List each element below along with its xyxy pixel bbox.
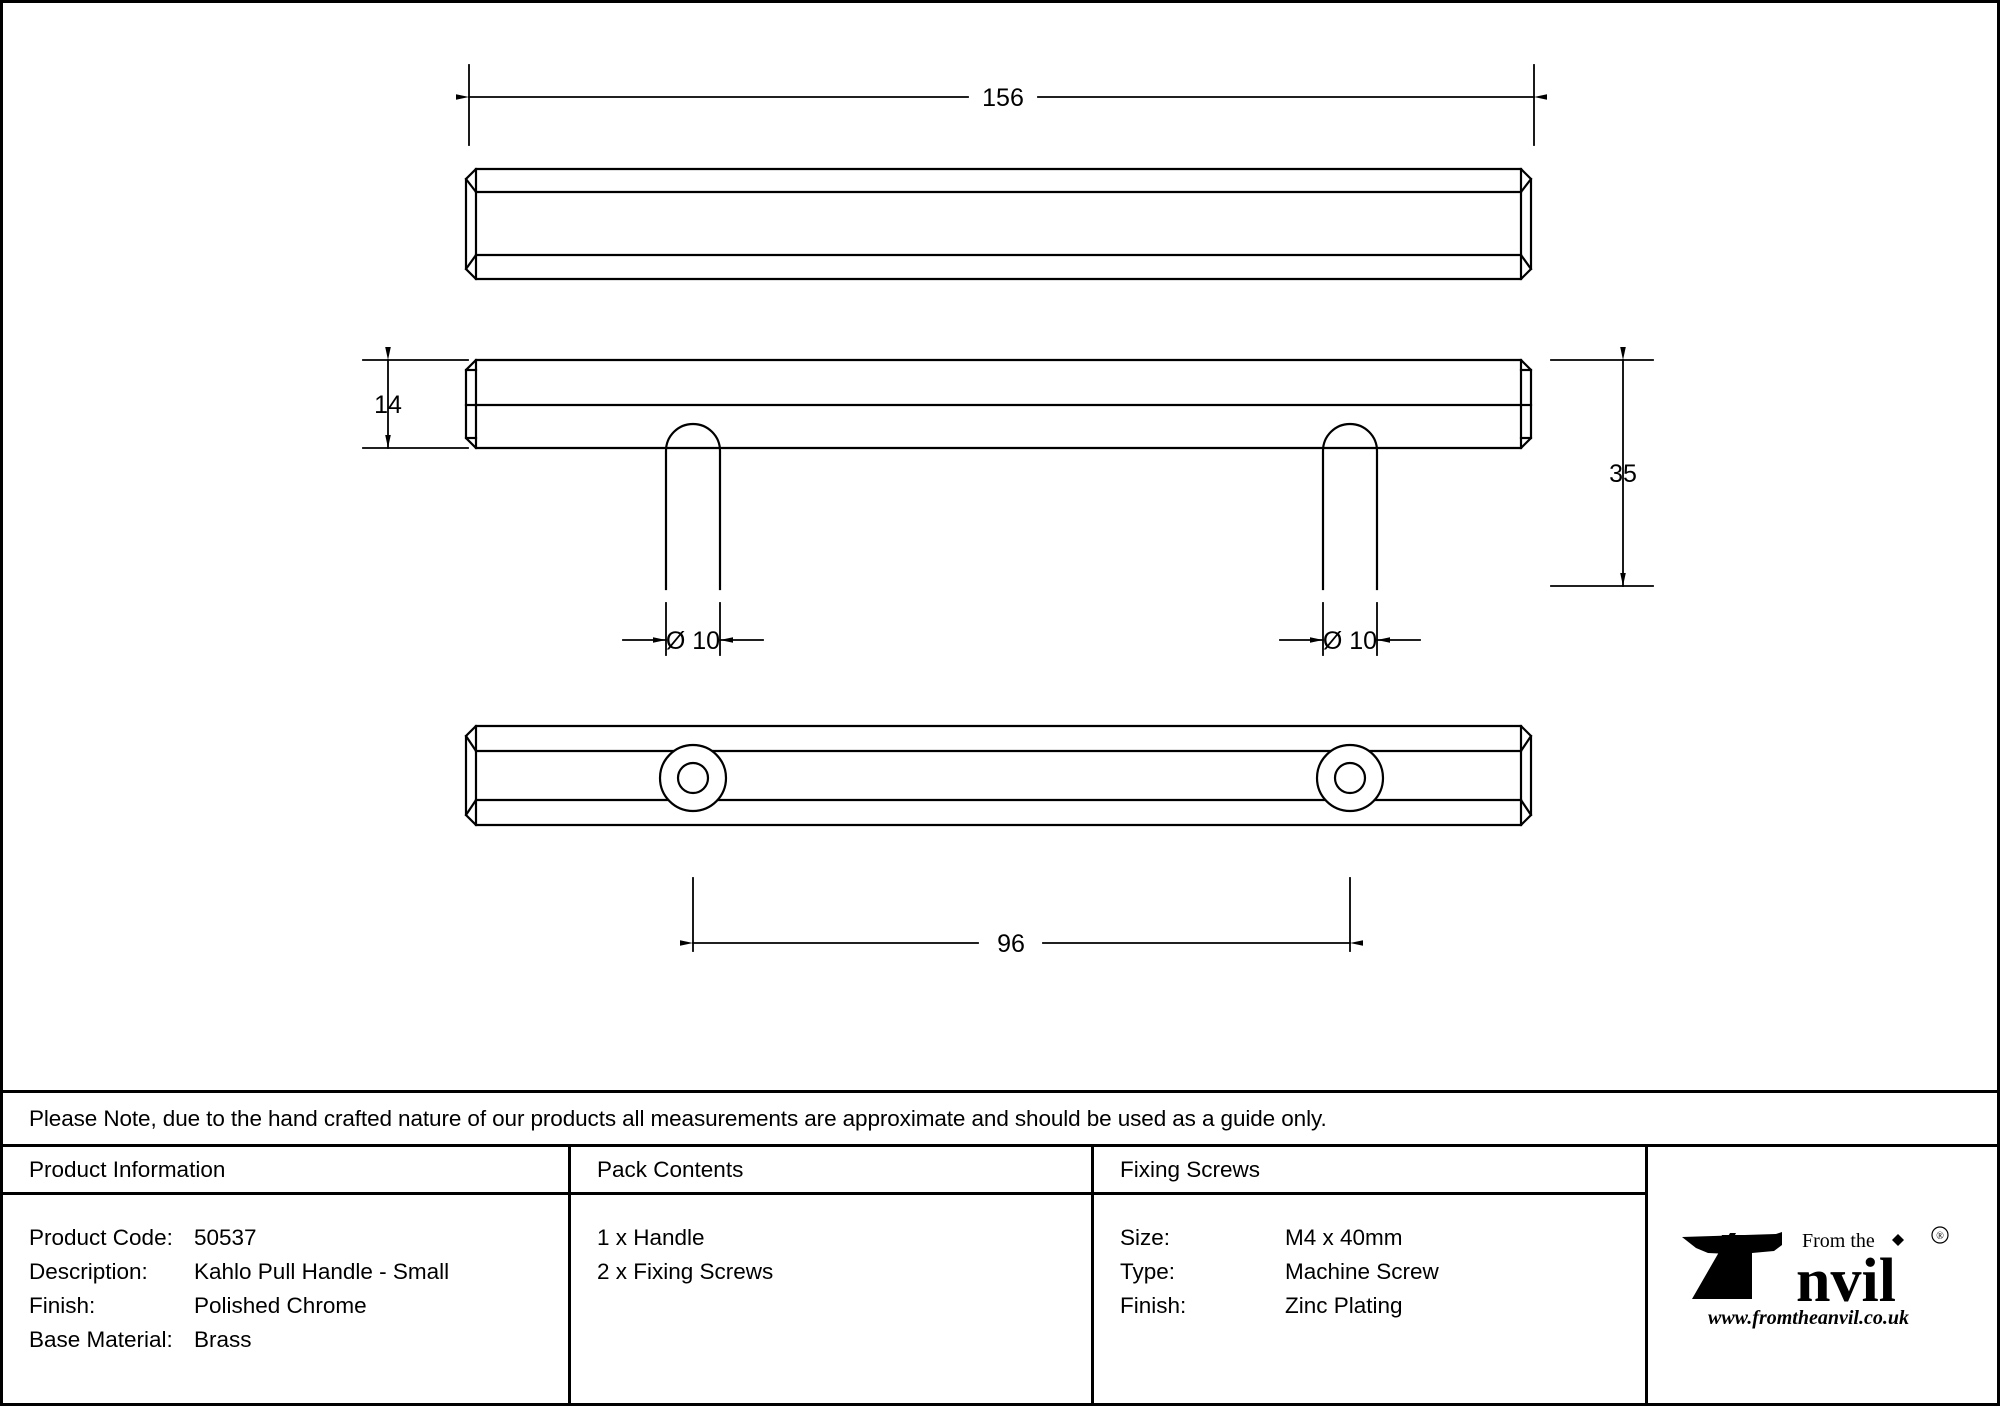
note-row [3, 1093, 1997, 1147]
product-information-body [3, 1195, 568, 1403]
description-label: Description: [29, 1259, 148, 1284]
screw-finish-value: Zinc Plating [1285, 1293, 1403, 1318]
dimension-label-post-diameter-left: Ø 10 [665, 627, 721, 655]
product-code-row [29, 1221, 568, 1255]
screw-type-value: Machine Screw [1285, 1259, 1439, 1284]
description-row [29, 1255, 568, 1289]
product-code-value: 50537 [194, 1225, 257, 1250]
fixing-screws-column [1094, 1147, 1648, 1403]
pack-contents-body [571, 1195, 1091, 1403]
product-information-header: Product Information [3, 1147, 568, 1195]
dimension-label-overall-length: 156 [982, 84, 1024, 112]
dimension-label-centres: 96 [997, 930, 1025, 958]
screw-size-value: M4 x 40mm [1285, 1225, 1403, 1250]
product-code-label: Product Code: [29, 1225, 173, 1250]
logo-website: www.fromtheanvil.co.uk [1707, 1307, 1909, 1329]
information-block [3, 1090, 1997, 1403]
drawing-area [3, 3, 1997, 1093]
fixing-hole-right [1317, 745, 1383, 811]
fixing-screws-header: Fixing Screws [1094, 1147, 1645, 1195]
diamond-icon [1892, 1234, 1904, 1246]
brand-logo [1678, 1221, 1968, 1329]
info-columns [3, 1147, 1997, 1403]
technical-drawing [3, 3, 1997, 1093]
product-information-column [3, 1147, 571, 1403]
description-value: Kahlo Pull Handle - Small [194, 1259, 450, 1284]
registered-mark: ® [1935, 1231, 1944, 1242]
front-view [466, 360, 1531, 589]
base-material-label: Base Material: [29, 1327, 173, 1352]
logo-tagline: From the [1801, 1230, 1875, 1252]
finish-row [29, 1289, 568, 1323]
screw-type-row [1120, 1255, 1645, 1289]
finish-label: Finish: [29, 1293, 96, 1318]
screw-finish-row [1120, 1289, 1645, 1323]
fixing-hole-left [660, 745, 726, 811]
screw-size-row [1120, 1221, 1645, 1255]
dimension-label-post-diameter-right: Ø 10 [1322, 627, 1378, 655]
approximation-note: Please Note, due to the hand crafted nature of our products all measurements are approximate and should be used as a guide only. [29, 1105, 1327, 1131]
pack-contents-item: 1 x Handle [597, 1225, 705, 1250]
plan-view [466, 726, 1531, 825]
finish-value: Polished Chrome [194, 1293, 367, 1318]
pack-contents-item: 2 x Fixing Screws [597, 1259, 774, 1284]
anvil-icon [1682, 1232, 1782, 1299]
dimension-projection [1551, 360, 1653, 586]
logo-wordmark: nvil [1795, 1247, 1896, 1315]
pack-contents-header: Pack Contents [571, 1147, 1091, 1195]
screw-type-label: Type: [1120, 1259, 1176, 1284]
pack-contents-column [571, 1147, 1094, 1403]
brand-logo-column [1648, 1147, 1997, 1403]
screw-size-label: Size: [1120, 1225, 1171, 1250]
anvil-logo-icon [1678, 1221, 1968, 1329]
base-material-value: Brass [194, 1327, 252, 1352]
screw-finish-label: Finish: [1120, 1293, 1187, 1318]
base-material-row [29, 1323, 568, 1357]
dimension-label-bar-height: 14 [374, 391, 402, 419]
top-view [466, 169, 1531, 279]
dimension-label-projection: 35 [1609, 460, 1637, 488]
fixing-screws-body [1094, 1195, 1645, 1403]
